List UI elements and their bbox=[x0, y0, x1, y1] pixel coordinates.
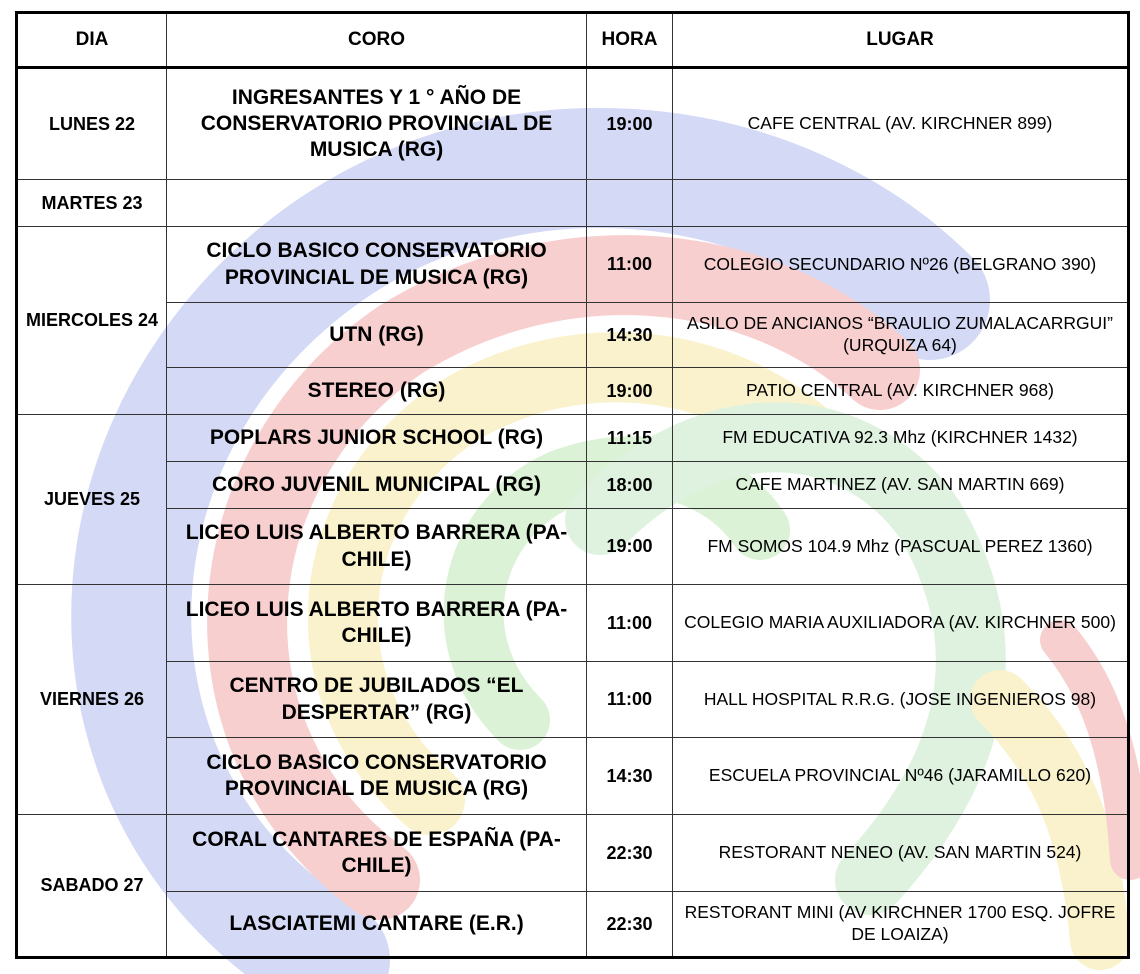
table-row bbox=[17, 68, 1129, 180]
header-hora: HORA bbox=[587, 13, 673, 68]
place-cell: FM SOMOS 104.9 Mhz (PASCUAL PEREZ 1360) bbox=[673, 509, 1129, 585]
table-row bbox=[17, 585, 1129, 662]
choir-cell: POPLARS JUNIOR SCHOOL (RG) bbox=[167, 415, 587, 462]
header-coro: CORO bbox=[167, 13, 587, 68]
time-cell: 19:00 bbox=[587, 68, 673, 180]
table-row bbox=[17, 815, 1129, 892]
day-cell: LUNES 22 bbox=[17, 68, 167, 180]
table-row bbox=[17, 509, 1129, 585]
place-cell bbox=[673, 180, 1129, 227]
place-cell: CAFE MARTINEZ (AV. SAN MARTIN 669) bbox=[673, 462, 1129, 509]
time-cell: 18:00 bbox=[587, 462, 673, 509]
header-dia: DIA bbox=[17, 13, 167, 68]
table-row bbox=[17, 415, 1129, 462]
table-row bbox=[17, 738, 1129, 815]
table-row bbox=[17, 227, 1129, 303]
time-cell: 11:00 bbox=[587, 585, 673, 662]
table-row bbox=[17, 462, 1129, 509]
day-cell: VIERNES 26 bbox=[17, 585, 167, 815]
table-row bbox=[17, 303, 1129, 368]
header-lugar: LUGAR bbox=[673, 13, 1129, 68]
place-cell: COLEGIO SECUNDARIO Nº26 (BELGRANO 390) bbox=[673, 227, 1129, 303]
table-row bbox=[17, 892, 1129, 958]
header-row bbox=[17, 13, 1129, 68]
choir-cell: CENTRO DE JUBILADOS “EL DESPERTAR” (RG) bbox=[167, 662, 587, 738]
place-cell: ASILO DE ANCIANOS “BRAULIO ZUMALACARRGUI” (URQUIZA 64) bbox=[673, 303, 1129, 368]
choir-cell: LICEO LUIS ALBERTO BARRERA (PA-CHILE) bbox=[167, 509, 587, 585]
table-row bbox=[17, 368, 1129, 415]
day-cell: MARTES 23 bbox=[17, 180, 167, 227]
time-cell: 19:00 bbox=[587, 368, 673, 415]
choir-cell bbox=[167, 180, 587, 227]
table-row bbox=[17, 662, 1129, 738]
choir-cell: LICEO LUIS ALBERTO BARRERA (PA-CHILE) bbox=[167, 585, 587, 662]
time-cell: 14:30 bbox=[587, 303, 673, 368]
time-cell: 11:00 bbox=[587, 227, 673, 303]
time-cell: 11:00 bbox=[587, 662, 673, 738]
day-cell: MIERCOLES 24 bbox=[17, 227, 167, 415]
time-cell: 19:00 bbox=[587, 509, 673, 585]
choir-cell: CICLO BASICO CONSERVATORIO PROVINCIAL DE MUSICA (RG) bbox=[167, 227, 587, 303]
choir-cell: LASCIATEMI CANTARE (E.R.) bbox=[167, 892, 587, 958]
table-row bbox=[17, 180, 1129, 227]
time-cell bbox=[587, 180, 673, 227]
place-cell: RESTORANT NENEO (AV. SAN MARTIN 524) bbox=[673, 815, 1129, 892]
choir-cell: UTN (RG) bbox=[167, 303, 587, 368]
schedule-table bbox=[15, 11, 1130, 959]
time-cell: 22:30 bbox=[587, 892, 673, 958]
choir-cell: INGRESANTES Y 1 ° AÑO DE CONSERVATORIO PROVINCIAL DE MUSICA (RG) bbox=[167, 68, 587, 180]
place-cell: COLEGIO MARIA AUXILIADORA (AV. KIRCHNER 500) bbox=[673, 585, 1129, 662]
time-cell: 22:30 bbox=[587, 815, 673, 892]
day-cell: JUEVES 25 bbox=[17, 415, 167, 585]
place-cell: PATIO CENTRAL (AV. KIRCHNER 968) bbox=[673, 368, 1129, 415]
place-cell: CAFE CENTRAL (AV. KIRCHNER 899) bbox=[673, 68, 1129, 180]
choir-cell: CORAL CANTARES DE ESPAÑA (PA-CHILE) bbox=[167, 815, 587, 892]
time-cell: 11:15 bbox=[587, 415, 673, 462]
place-cell: FM EDUCATIVA 92.3 Mhz (KIRCHNER 1432) bbox=[673, 415, 1129, 462]
place-cell: RESTORANT MINI (AV KIRCHNER 1700 ESQ. JOFRE DE LOAIZA) bbox=[673, 892, 1129, 958]
day-cell: SABADO 27 bbox=[17, 815, 167, 958]
choir-cell: CICLO BASICO CONSERVATORIO PROVINCIAL DE MUSICA (RG) bbox=[167, 738, 587, 815]
place-cell: ESCUELA PROVINCIAL Nº46 (JARAMILLO 620) bbox=[673, 738, 1129, 815]
choir-cell: STEREO (RG) bbox=[167, 368, 587, 415]
choir-cell: CORO JUVENIL MUNICIPAL (RG) bbox=[167, 462, 587, 509]
place-cell: HALL HOSPITAL R.R.G. (JOSE INGENIEROS 98) bbox=[673, 662, 1129, 738]
time-cell: 14:30 bbox=[587, 738, 673, 815]
